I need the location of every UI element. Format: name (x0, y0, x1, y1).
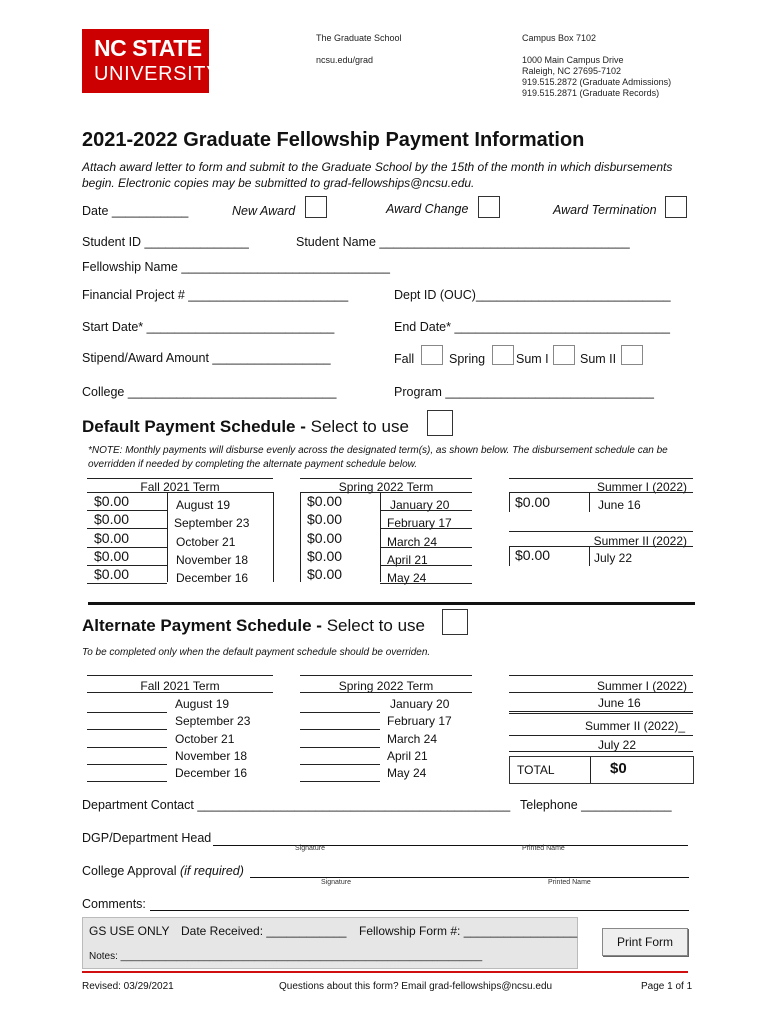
default-sum1-date: June 16 (598, 498, 641, 512)
default-spring-date: January 20 (390, 498, 450, 512)
default-spring-amount[interactable]: $0.00 (307, 530, 343, 546)
alternate-spring-date: January 20 (390, 697, 450, 711)
default-spring-date: March 24 (387, 535, 438, 549)
college-approval-line[interactable] (250, 877, 689, 878)
alternate-heading-bold: Alternate Payment Schedule - (82, 616, 322, 635)
campus-box: Campus Box 7102 (522, 33, 597, 43)
default-fall-row-line (87, 583, 167, 584)
default-heading-rest: Select to use (305, 417, 409, 436)
default-schedule-note: *NOTE: Monthly payments will disburse evenly across the designated term(s), as shown below. The disbursement schedule can be overridden if needed by completing the alternate payment schedule below. (88, 445, 668, 470)
sum2-checkbox[interactable] (621, 345, 643, 365)
fellowship-name-field[interactable]: Fellowship Name ______________________________ (82, 260, 390, 274)
school-url: ncsu.edu/grad (316, 55, 374, 65)
sum1-checkbox[interactable] (553, 345, 575, 365)
alternate-fall-date: November 18 (175, 749, 248, 763)
default-fall-amount[interactable]: $0.00 (94, 493, 130, 509)
total-label: TOTAL (517, 763, 555, 777)
dept-contact-field[interactable]: Department Contact _____________________________________________ (82, 798, 511, 812)
dgp-signature-caption: Signature (295, 845, 325, 852)
default-fall-row-line (87, 528, 167, 529)
alternate-sum2-date: July 22 (598, 738, 637, 752)
alternate-spring-date: May 24 (387, 766, 427, 780)
default-spring-date: February 17 (387, 516, 452, 530)
stipend-field[interactable]: Stipend/Award Amount _________________ (82, 351, 331, 365)
award-change-label: Award Change (386, 202, 469, 216)
default-spring-amount[interactable]: $0.00 (307, 548, 343, 564)
default-sum1-title: Summer I (2022) (596, 480, 687, 494)
total-box (509, 756, 694, 784)
default-fall-date: December 16 (176, 571, 249, 585)
default-spring-row-line (380, 528, 472, 529)
dgp-label: DGP/Department Head (82, 831, 212, 845)
default-spring-amount[interactable]: $0.00 (307, 493, 343, 509)
comments-line[interactable] (150, 910, 689, 911)
intro-text: Attach award letter to form and submit to the Graduate School by the 15th of the month in which disbursements begin. Electronic copies may be submitted to grad-fellowships@ncsu.edu. (82, 160, 673, 190)
alternate-fall-amount-line[interactable] (87, 729, 167, 730)
dept-id-field[interactable]: Dept ID (OUC)____________________________ (394, 288, 671, 302)
alternate-fall-date: August 19 (175, 697, 230, 711)
alternate-spring-amount-line[interactable] (300, 764, 380, 765)
end-date-field[interactable]: End Date* _______________________________ (394, 320, 670, 334)
logo-line1: NC STATE (94, 35, 202, 61)
school-name: The Graduate School (316, 33, 402, 43)
comments-label: Comments: (82, 897, 146, 911)
fellowship-form-field[interactable]: Fellowship Form #: _________________ (359, 924, 578, 938)
college-approval-text: College Approval (82, 864, 180, 878)
default-fall-date: August 19 (176, 498, 231, 512)
if-required-text: (if required) (179, 864, 244, 878)
nc-state-logo (82, 29, 221, 93)
telephone-field[interactable]: Telephone _____________ (520, 798, 672, 812)
college-approval-label (82, 864, 244, 878)
date-received-field[interactable]: Date Received: ____________ (181, 924, 347, 938)
default-spring-row-line (380, 547, 472, 548)
logo-line2: UNIVERSITY (94, 63, 221, 85)
phone-records: 919.515.2871 (Graduate Records) (522, 88, 660, 98)
fall-label: Fall (394, 352, 415, 366)
default-fall-date: November 18 (176, 553, 249, 567)
start-date-field[interactable]: Start Date* ___________________________ (82, 320, 335, 334)
alternate-sum2-box (509, 713, 693, 751)
financial-project-field[interactable]: Financial Project # _______________________ (82, 288, 349, 302)
fall-checkbox[interactable] (421, 345, 443, 365)
default-spring-date: May 24 (387, 571, 427, 585)
default-spring-date: April 21 (387, 553, 428, 567)
default-fall-date: September 23 (174, 516, 250, 530)
alternate-sum1-date: June 16 (598, 696, 641, 710)
default-sum2-title: Summer II (2022) (593, 534, 687, 548)
alternate-fall-title: Fall 2021 Term (140, 679, 220, 693)
default-schedule-heading (82, 417, 409, 437)
alternate-spring-date: March 24 (387, 732, 438, 746)
college-signature-caption: Signature (321, 879, 351, 886)
alternate-spring-amount-line[interactable] (300, 729, 380, 730)
default-fall-amount[interactable]: $0.00 (94, 511, 130, 527)
student-id-field[interactable]: Student ID _______________ (82, 235, 249, 249)
default-heading-bold: Default Payment Schedule - (82, 417, 306, 436)
award-termination-label: Award Termination (553, 203, 657, 217)
new-award-label: New Award (232, 204, 296, 218)
award-change-checkbox[interactable] (478, 196, 500, 218)
student-name-field[interactable]: Student Name ____________________________________ (296, 235, 630, 249)
alternate-fall-date: October 21 (175, 732, 235, 746)
default-sum2-date: July 22 (594, 551, 633, 565)
address-line1: 1000 Main Campus Drive (522, 55, 624, 65)
default-sum1-box (509, 478, 693, 512)
alternate-spring-amount-line[interactable] (300, 747, 380, 748)
dgp-printed-name-caption: Printed Name (522, 845, 565, 852)
default-sum2-box (509, 531, 693, 565)
default-spring-row-line (380, 565, 472, 566)
college-printed-name-caption: Printed Name (548, 879, 591, 886)
default-spring-amount[interactable]: $0.00 (307, 566, 343, 582)
program-field[interactable]: Program ______________________________ (394, 385, 654, 399)
dgp-line[interactable] (213, 845, 688, 846)
alternate-spring-date: February 17 (387, 714, 452, 728)
page-number: Page 1 of 1 (641, 981, 693, 992)
alternate-spring-amount-line[interactable] (300, 781, 380, 782)
questions-text: Questions about this form? Email grad-fellowships@ncsu.edu (279, 981, 553, 992)
alternate-schedule-note: To be completed only when the default payment schedule should be overriden. (82, 647, 431, 658)
alternate-heading-rest: Select to use (321, 616, 425, 635)
default-fall-amount[interactable]: $0.00 (94, 530, 130, 546)
default-spring-amount[interactable]: $0.00 (307, 511, 343, 527)
alternate-fall-amount-line[interactable] (87, 712, 167, 713)
default-spring-row-line (380, 510, 472, 511)
revised-date: Revised: 03/29/2021 (82, 981, 174, 992)
default-fall-title: Fall 2021 Term (140, 480, 220, 494)
alternate-schedule-checkbox[interactable] (442, 609, 468, 635)
section-divider (88, 602, 695, 605)
sum1-label: Sum I (516, 352, 549, 366)
footer-divider (82, 971, 688, 973)
gs-use-label: GS USE ONLY (89, 924, 170, 938)
default-spring-row-line (380, 583, 472, 584)
alternate-fall-amount-line[interactable] (87, 764, 167, 765)
alternate-fall-amount-line[interactable] (87, 747, 167, 748)
sum2-label: Sum II (580, 352, 617, 366)
default-fall-amount[interactable]: $0.00 (94, 548, 130, 564)
spring-label: Spring (449, 352, 486, 366)
award-termination-checkbox[interactable] (665, 196, 687, 218)
alternate-sum1-box (509, 675, 693, 711)
alternate-spring-title: Spring 2022 Term (338, 679, 434, 693)
date-field[interactable]: Date ___________ (82, 204, 189, 218)
default-fall-date: October 21 (176, 535, 236, 549)
address-line2: Raleigh, NC 27695-7102 (522, 66, 622, 76)
default-fall-amount[interactable]: $0.00 (94, 566, 130, 582)
gs-use-panel (82, 917, 578, 969)
default-schedule-checkbox[interactable] (427, 410, 453, 436)
alternate-schedule-heading (82, 616, 425, 636)
alternate-fall-date: September 23 (175, 714, 251, 728)
page-title: 2021-2022 Graduate Fellowship Payment Information (82, 129, 585, 151)
total-value: $0 (610, 760, 627, 777)
alternate-spring-date: April 21 (387, 749, 428, 763)
alternate-fall-amount-line[interactable] (87, 781, 167, 782)
print-form-button[interactable]: Print Form (602, 928, 688, 956)
alternate-fall-date: December 16 (175, 766, 248, 780)
new-award-checkbox[interactable] (305, 196, 327, 218)
default-sum1-amount[interactable]: $0.00 (515, 494, 551, 510)
notes-field[interactable]: Notes: _________________________________________________________________ (89, 951, 483, 962)
college-field[interactable]: College ______________________________ (82, 385, 337, 399)
default-spring-title: Spring 2022 Term (338, 480, 434, 494)
alternate-sum2-title: Summer II (2022)_ (584, 719, 685, 733)
alternate-spring-amount-line[interactable] (300, 712, 380, 713)
default-sum2-amount[interactable]: $0.00 (515, 547, 551, 563)
alternate-sum1-title: Summer I (2022) (596, 679, 687, 693)
phone-admissions: 919.515.2872 (Graduate Admissions) (522, 77, 672, 87)
spring-checkbox[interactable] (492, 345, 514, 365)
